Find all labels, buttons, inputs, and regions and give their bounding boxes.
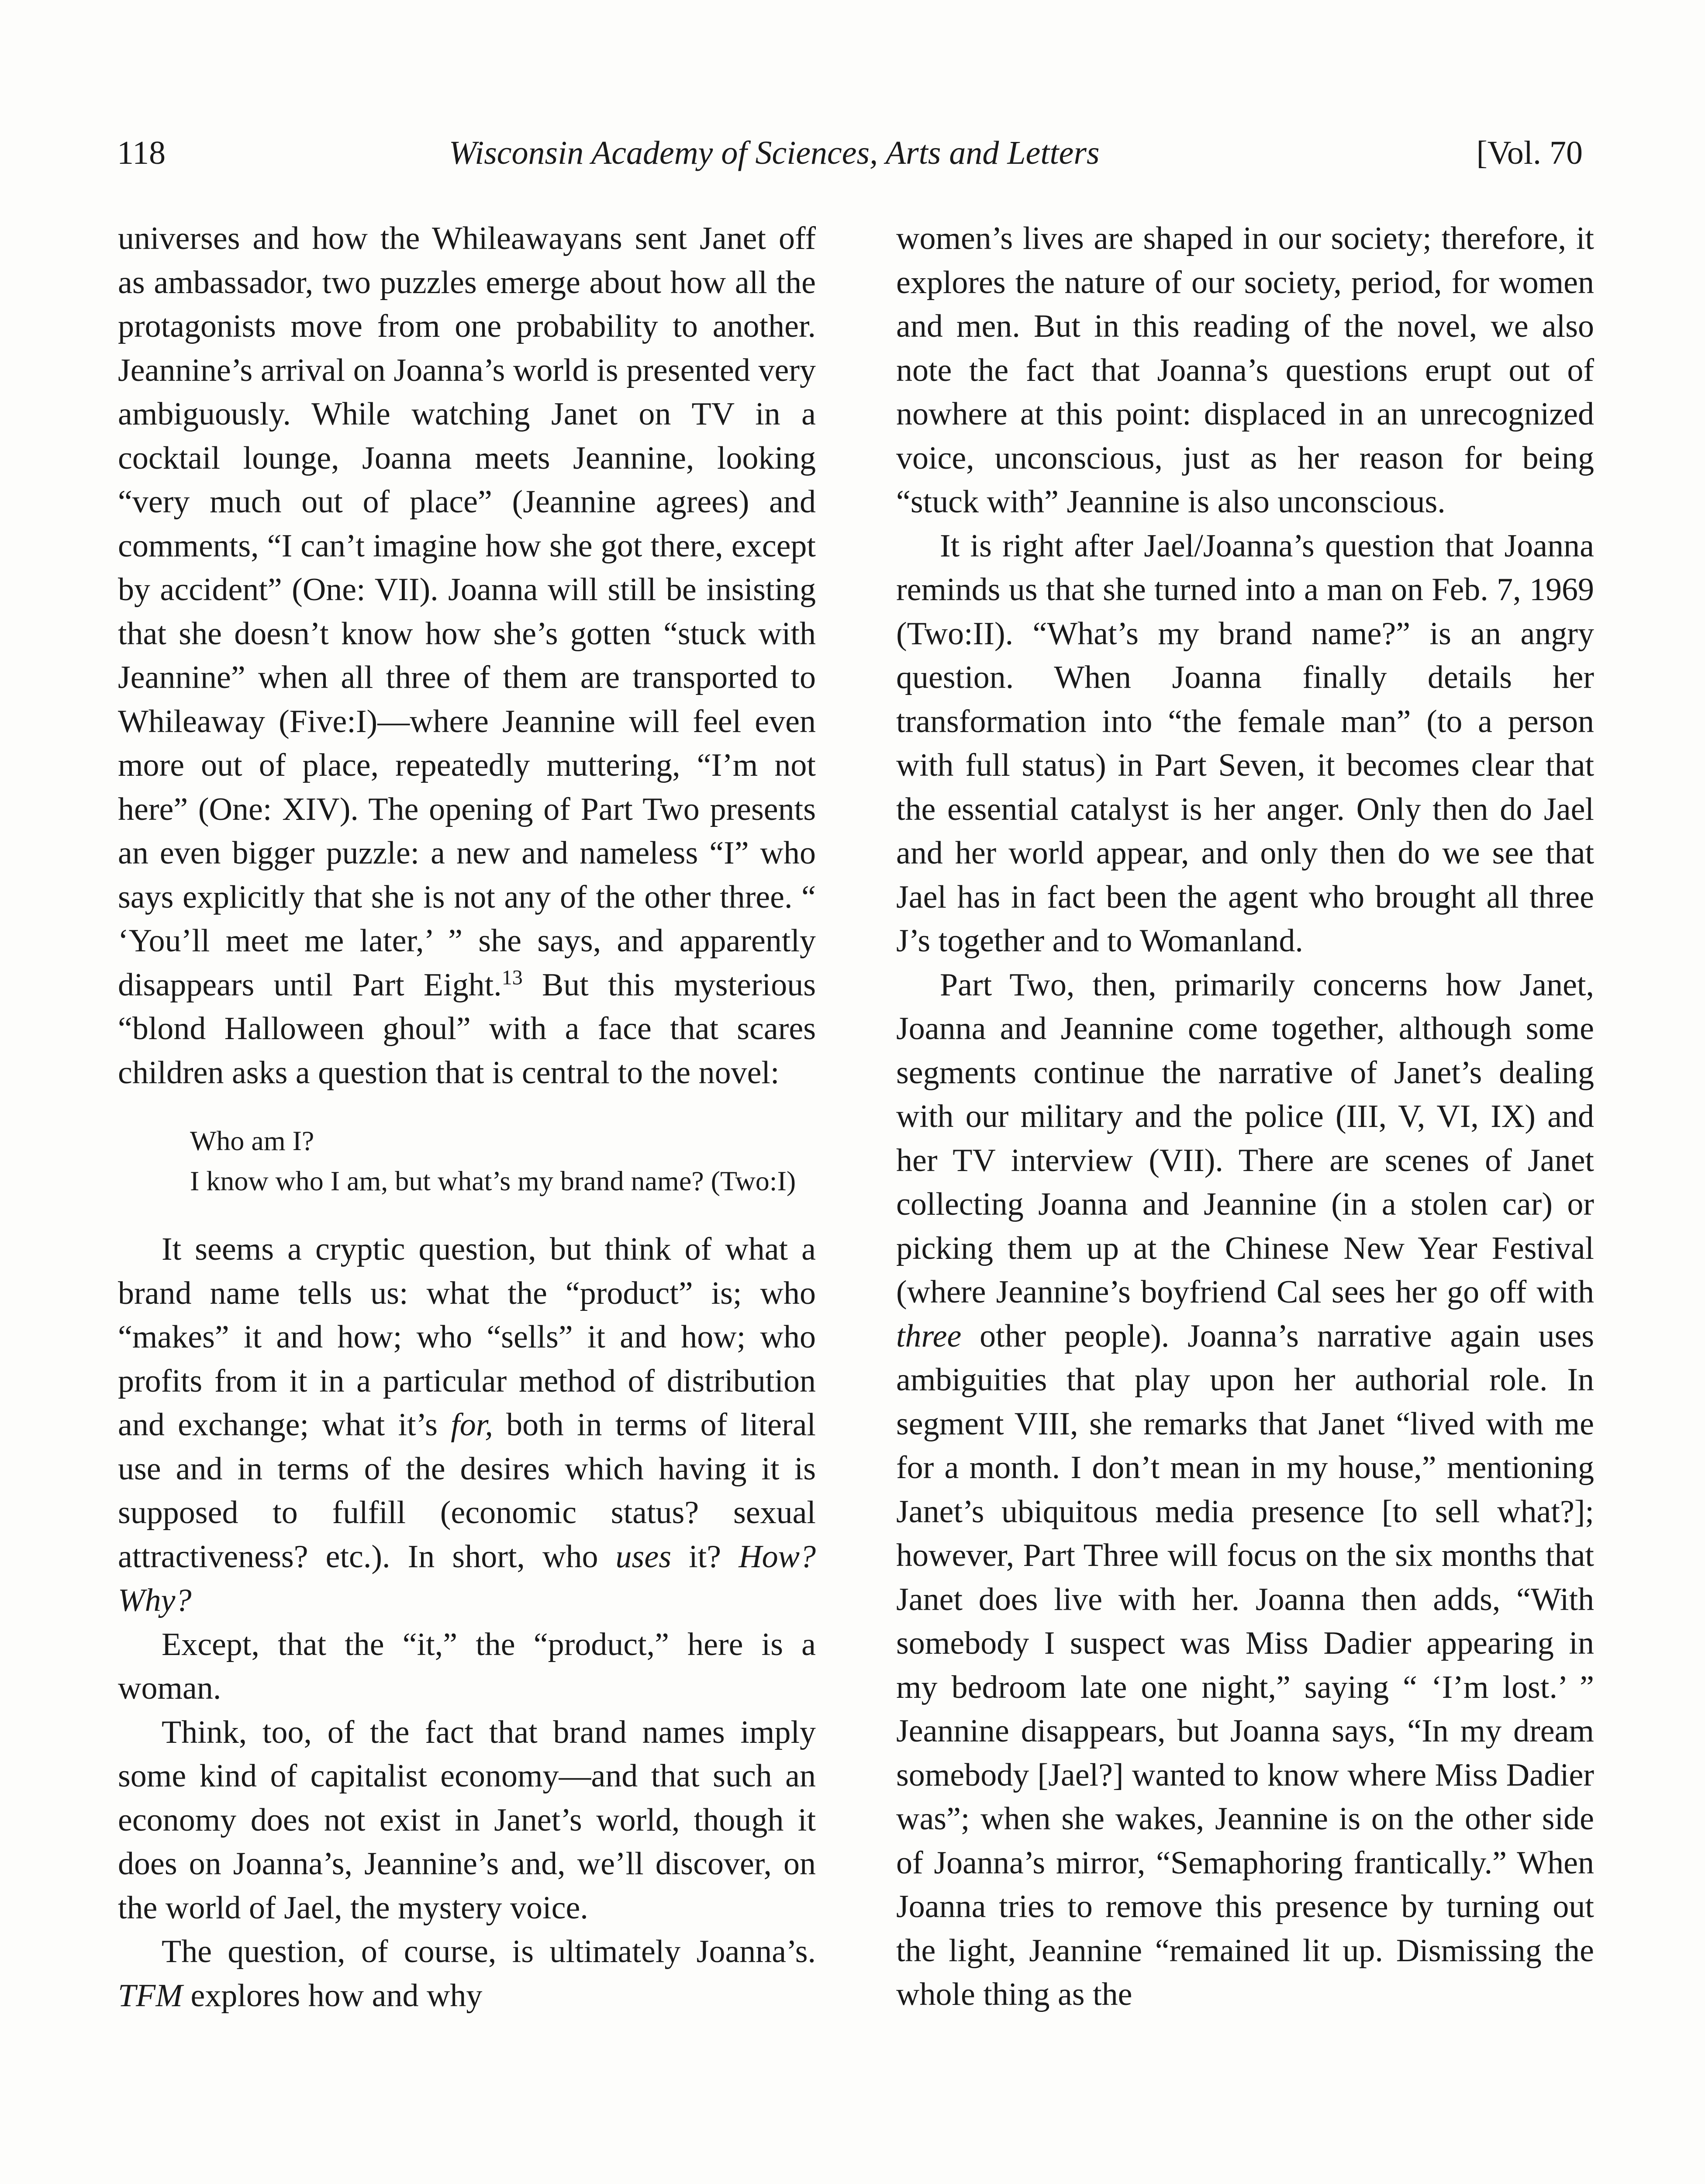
emphasis-for: for, [451,1407,493,1443]
left-paragraph-1 [118,217,816,1095]
left-paragraph-2 [118,1227,816,1623]
left-paragraph-1-text: universes and how the Whileawayans sent Janet off as ambassador, two puzzles emerge about how all the protagonists move from one probability to another. Jeannine’s arrival on Joanna’s world is presented very ambiguously. While watching Janet on TV in a cocktail lounge, Joanna meets Jeannine, looking “very much out of place” (Jeannine agrees) and comments, “I can’t imagine how she got there, except by accident” (One: VII). Joanna will still be insisting that she doesn’t know how she’s gotten “stuck with Jeannine” when all three of them are transported to Whileaway (Five:I)—where Jeannine will feel even more out of place, repeatedly muttering, “I’m not here” (One: XIV). The opening of Part Two presents an even bigger puzzle: a new and nameless “I” who says explicitly that she is not any of the other three. “ ‘You’ll meet me later,’ ” she says, and apparently disappears until Part Eight. [118,221,816,1003]
right-paragraph-2: It is right after Jael/Joanna’s question that Joanna reminds us that she turned into a man on Feb. 7, 1969 (Two:II). “What’s my brand name?” is an angry question. When Joanna finally details her transformation into “the female man” (to a person with full status) in Part Seven, it becomes clear that the essential catalyst is her anger. Only then do Jael and her world appear, and only then do we see that Jael has in fact been the agent who brought all three J’s together and to Womanland. [896,528,1594,959]
right-paragraph-3 [896,963,1594,2017]
left-paragraph-5-b: explores how and why [183,1977,483,2014]
right-column [896,217,1594,2017]
right-paragraph-3-a: Part Two, then, primarily concerns how Janet, Joanna and Jeannine come together, although some segments continue the narrative of Janet’s dealing with our military and the police (III, V, VI, IX) and her TV interview (VII). There are scenes of Janet collecting Joanna and Jeannine (in a stolen car) or picking them up at the Chinese New Year Festival (where Jeannine’s boyfriend Cal sees her go off with [896,967,1594,1310]
emphasis-how-why: How? Why? [118,1538,816,1618]
page-number: 118 [117,135,166,171]
right-paragraph-1: women’s lives are shaped in our society; therefore, it explores the nature of our society, period, for women and men. But in this reading of the novel, we also note the fact that Joanna’s questions erupt out of nowhere at this point: displaced in an unrecognized voice, unconscious, just as her reason for being “stuck with” Jeannine is also unconscious. [896,221,1594,520]
quote-line-2: I know who I am, but what’s my brand name? (Two:I) [190,1165,796,1196]
quote-line-1: Who am I? [190,1125,314,1156]
emphasis-tfm: TFM [118,1977,183,2014]
running-head [117,127,1583,179]
emphasis-uses: uses [615,1538,671,1575]
footnote-ref: 13 [501,965,523,989]
left-paragraph-2-a: It seems a cryptic question, but think of what a brand name tells us: what the “product” is; who “makes” it and how; who “sells” it and how; who profits from it in a particular method of distribution and exchange; what it’s [118,1231,816,1443]
left-paragraph-4: Think, too, of the fact that brand names imply some kind of capitalist economy—and that such an economy does not exist in Janet’s world, though it does on Joanna’s, Jeannine’s and, we’ll discover, on the world of Jael, the mystery voice. [118,1714,816,1926]
block-quote [118,1121,816,1201]
journal-title: Wisconsin Academy of Sciences, Arts and Letters [449,135,1100,171]
left-paragraph-1-end: But this mysterious “blond Halloween ghoul” with a face that scares children asks a question that is central to the novel: [118,967,816,1091]
left-paragraph-2-b: both in terms of literal use and in terms of the desires which having it is supposed to fulfill (economic status? sexual attractiveness? etc.). In short, who [118,1407,816,1575]
left-paragraph-5-a: The question, of course, is ultimately Joanna’s. [162,1934,816,1970]
right-paragraph-3-b: other people). Joanna’s narrative again uses ambiguities that play upon her authorial role. In segment VIII, she remarks that Janet “lived with me for a month. I don’t mean in my house,” mentioning Janet’s ubiquitous media presence [to sell what?]; however, Part Three will focus on the six months that Janet does live with her. Joanna then adds, “With somebody I suspect was Miss Dadier appearing in my bedroom late one night,” saying “ ‘I’m lost.’ ” Jeannine disappears, but Joanna says, “In my dream somebody [Jael?] wanted to know where Miss Dadier was”; when she wakes, Jeannine is on the other side of Joanna’s mirror, “Semaphoring frantically.” When Joanna tries to remove this presence by turning out the light, Jeannine “remained lit up. Dismissing the whole thing as the [896,1318,1594,2012]
emphasis-three: three [896,1318,962,1354]
left-paragraph-2-c: it? [671,1538,739,1575]
left-column [118,217,816,2018]
left-paragraph-5 [118,1930,816,2018]
volume-label: [Vol. 70 [1476,135,1583,171]
left-paragraph-3: Except, that the “it,” the “product,” here is a woman. [118,1626,816,1706]
